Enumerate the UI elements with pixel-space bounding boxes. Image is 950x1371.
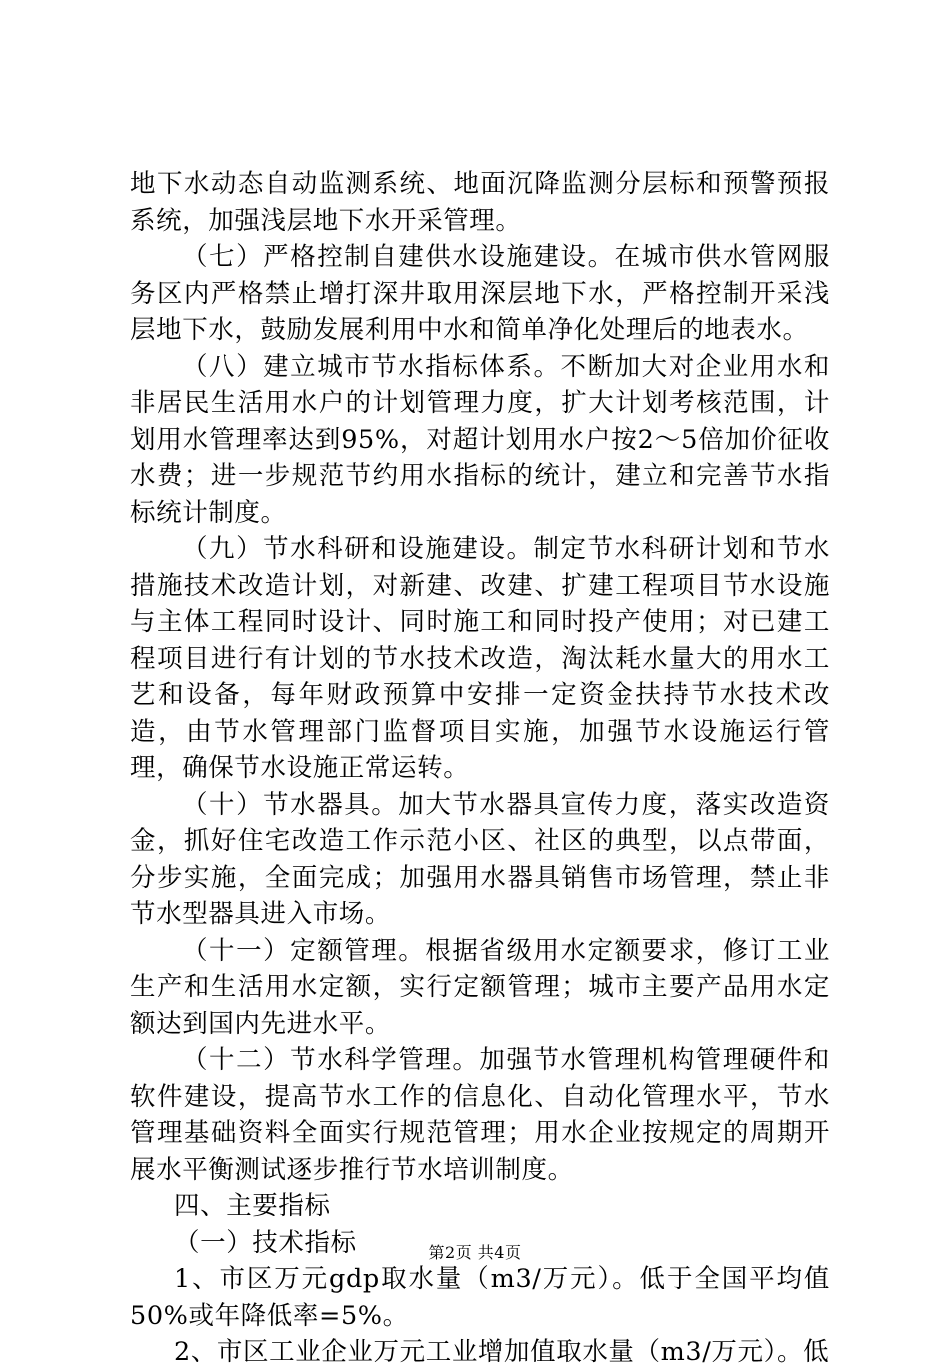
- indicator-item-2: 2、市区工业企业万元工业增加值取水量（m3/万元）。低: [174, 1337, 830, 1367]
- document-body: [130, 166, 830, 1371]
- paragraph-item-11: （十一）定额管理。根据省级用水定额要求，修订工业生产和生活用水定额，实行定额管理；城市主要产品用水定额达到国内先进水平。: [130, 935, 830, 1039]
- subsection-heading-technical-indicators: （一）技术指标: [174, 1227, 357, 1258]
- paragraph-item-9: （九）节水科研和设施建设。制定节水科研计划和节水措施技术改造计划，对新建、改建、扩建工程项目节水设施与主体工程同时设计、同时施工和同时投产使用；对已建工程项目进行有计划的节水技术改造，淘汰耗水量大的用水工艺和设备，每年财政预算中安排一定资金扶持节水技术改造，由节水管理部门监督项目实施，加强节水设施运行管理，确保节水设施正常运转。: [130, 534, 830, 783]
- paragraph-continuation: 地下水动态自动监测系统、地面沉降监测分层标和预警预报系统，加强浅层地下水开采管理。: [130, 169, 830, 236]
- section-heading-main-indicators: 四、主要指标: [174, 1191, 331, 1221]
- paragraph-item-7: （七）严格控制自建供水设施建设。在城市供水管网服务区内严格禁止增打深井取用深层地下水，严格控制开采浅层地下水，鼓励发展利用中水和简单净化处理后的地表水。: [130, 242, 830, 345]
- paragraph-item-8: （八）建立城市节水指标体系。不断加大对企业用水和非居民生活用水户的计划管理力度，扩大计划考核范围，计划用水管理率达到95%，对超计划用水户按2～5倍加价征收水费；进一步规范节约用水指标的统计，建立和完善节水指标统计制度。: [130, 351, 830, 528]
- paragraph-item-12: （十二）节水科学管理。加强节水管理机构管理硬件和软件建设，提高节水工作的信息化、自动化管理水平，节水管理基础资料全面实行规范管理；用水企业按规定的周期开展水平衡测试逐步推行节水培训制度。: [130, 1045, 830, 1185]
- page-number-footer: 第2页 共4页: [428, 1243, 522, 1262]
- indicator-item-1: 1、市区万元gdp取水量（m3/万元）。低于全国平均值50%或年降低率=5%。: [130, 1264, 830, 1331]
- paragraph-item-10: （十）节水器具。加大节水器具宣传力度，落实改造资金，抓好住宅改造工作示范小区、社区的典型，以点带面，分步实施，全面完成；加强用水器具销售市场管理，禁止非节水型器具进入市场。: [130, 789, 830, 929]
